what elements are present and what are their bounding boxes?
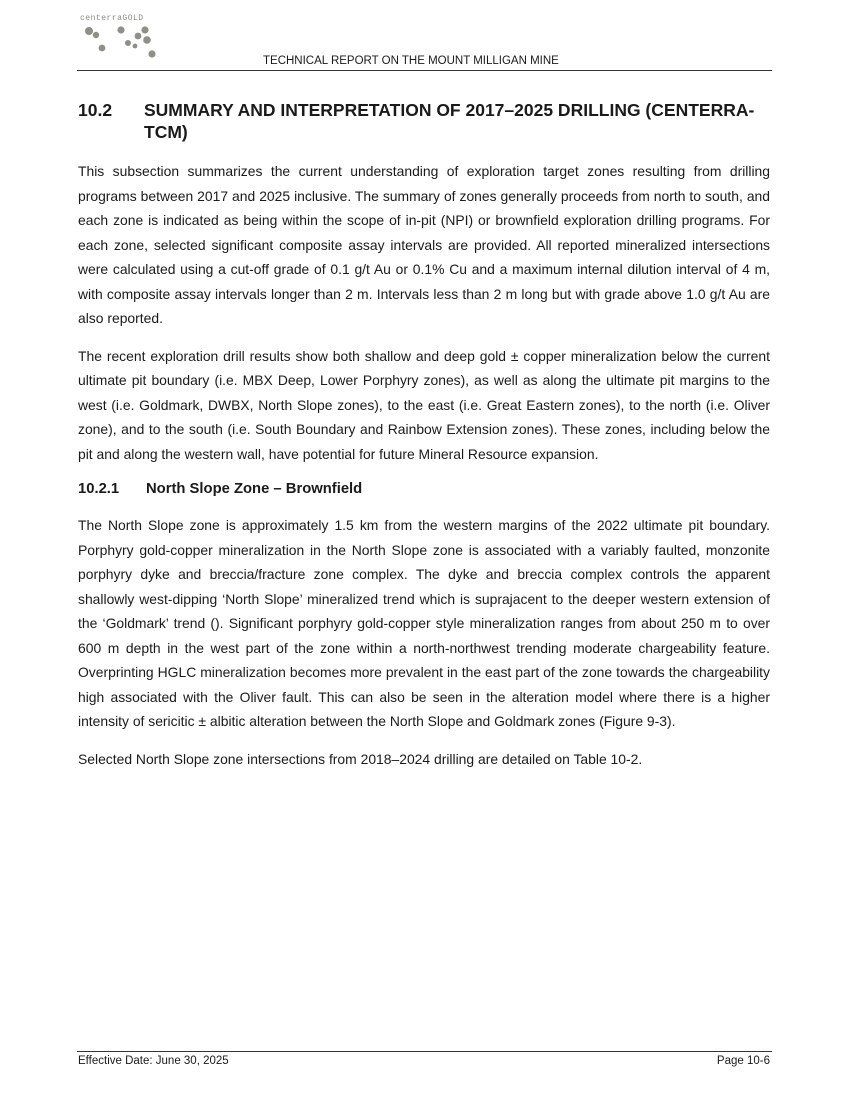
- subsection-paragraph-1: The North Slope zone is approximately 1.5 km from the western margins of the 2022 ultimate pit boundary. Porphyry gold-copper mineralization in the North Slope zone is associated with a variably faulted, monzonite porphyry dyke and breccia/fracture zone complex. The dyke and breccia complex controls the apparent shallowly west-dipping ‘North Slope’ mineralized trend which is suprajacent to the deeper western extension of the ‘Goldmark’ trend (). Significant porphyry gold-copper style mineralization ranges from about 250 m to over 600 m depth in the west part of the zone within a north-northwest trending moderate chargeability feature. Overprinting HGLC mineralization becomes more prevalent in the east part of the zone towards the chargeability high associated with the Oliver fault. This can also be seen in the alteration model where there is a higher intensity of sericitic ± albitic alteration between the North Slope and Goldmark zones (Figure 9-3).: [78, 517, 770, 729]
- subsection-title: North Slope Zone – Brownfield: [146, 481, 363, 497]
- header-divider: [77, 70, 772, 71]
- header-title: TECHNICAL REPORT ON THE MOUNT MILLIGAN MINE: [263, 55, 559, 67]
- subsection-paragraph-2: Selected North Slope zone intersections from 2018–2024 drilling are detailed on Table 10-2.: [78, 750, 643, 767]
- page-content: [78, 99, 770, 784]
- section-title: SUMMARY AND INTERPRETATION OF 2017–2025 DRILLING (CENTERRA-TCM): [144, 100, 755, 142]
- section-heading: [78, 99, 770, 143]
- subsection-heading: [78, 479, 770, 499]
- footer-page-number: Page 10-6: [716, 1055, 770, 1067]
- section-paragraph-2: The recent exploration drill results show both shallow and deep gold ± copper mineralization below the current ultimate pit boundary (i.e. MBX Deep, Lower Porphyry zones), as well as along the ultimate pit margins to the west (i.e. Goldmark, DWBX, North Slope zones), to the east (i.e. Great Eastern zones), to the north (i.e. Oliver zone), and to the south (i.e. South Boundary and Rainbow Extension zones). These zones, including below the pit and along the western wall, have potential for future Mineral Resource expansion.: [78, 347, 770, 462]
- footer-divider: [77, 1051, 772, 1052]
- subsection-number: 10.2.1: [78, 481, 120, 497]
- section-number: 10.2: [78, 100, 113, 120]
- logo-dots-icon: [80, 24, 170, 64]
- footer-effective-date: Effective Date: June 30, 2025: [78, 1055, 229, 1067]
- logo-wordmark: centerraGOLD: [80, 14, 144, 23]
- company-logo: [80, 14, 170, 62]
- section-paragraph-1: This subsection summarizes the current understanding of exploration target zones resulting from drilling programs between 2017 and 2025 inclusive. The summary of zones generally proceeds from north to south, and each zone is indicated as being within the scope of in-pit (NPI) or brownfield exploration drilling programs. For each zone, selected significant composite assay intervals are provided. All reported mineralized intersections were calculated using a cut-off grade of 0.1 g/t Au or 0.1% Cu and a maximum internal dilution interval of 4 m, with composite assay intervals longer than 2 m. Intervals less than 2 m long but with grade above 1.0 g/t Au are also reported.: [78, 163, 770, 326]
